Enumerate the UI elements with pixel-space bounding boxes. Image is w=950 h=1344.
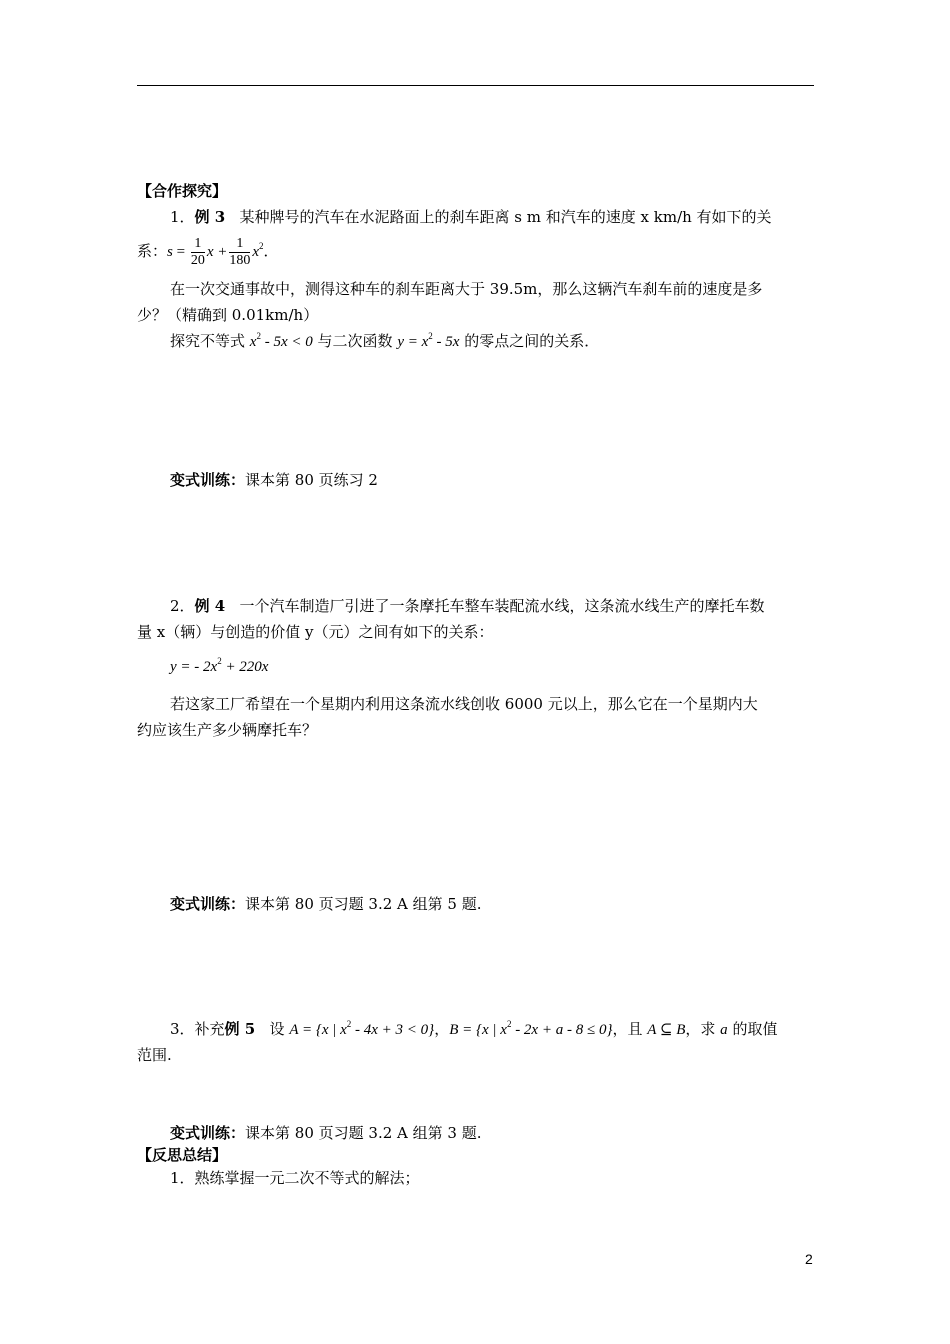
example-number: 1． <box>170 208 195 226</box>
example-3-formula-line: 系：s = $\frac{1}{20}$ x + $\frac{1}{180}$ $x^2$． <box>137 235 279 268</box>
example-label: 例 4 <box>194 597 226 615</box>
practice-text: 课本第 80 页练习 2 <box>245 471 378 489</box>
practice-3: 变式训练：课本第 80 页习题 3.2 A 组第 3 题. <box>170 1124 482 1142</box>
page-number: 2 <box>805 1251 813 1267</box>
example-3-line-4: 少？（精确到 0.01km/h） <box>137 306 319 324</box>
example-4-formula: y = - $2x^2 + 220x$ <box>170 656 269 675</box>
set-a: A = {x | $x^2 - 4x + 3 < 0$} <box>289 1019 435 1038</box>
fraction-1-180: $\frac{1}{180}$ <box>229 235 251 268</box>
example-3-line-1 <box>170 207 772 227</box>
example-label: 例 5 <box>224 1020 256 1038</box>
example-4-line-4: 约应该生产多少辆摩托车？ <box>137 721 318 739</box>
formula-mid: x + <box>206 244 228 260</box>
section-title-cooperate: 【合作探究】 <box>137 182 228 200</box>
set-b: B = {x | $x^2 - 2x + a - 8 \le 0$} <box>449 1019 613 1038</box>
example-3-line-3: 在一次交通事故中，测得这种车的刹车距离大于 39.5m，那么这辆汽车刹车前的速度是多 <box>170 280 763 298</box>
formula-end: ． <box>263 242 279 260</box>
practice-label: 变式训练： <box>170 471 246 489</box>
example-4-line-1: 2．例 4 一个汽车制造厂引进了一条摩托车整车装配流水线，这条流水线生产的摩托车数 <box>170 597 765 615</box>
example-5-line-2: 范围. <box>137 1046 172 1064</box>
example-3-line-5: 探究不等式 $x^2 - 5x < 0$ 与二次函数 $y = x^2 - 5x$ 的零点之间的关系． <box>170 331 600 350</box>
practice-2: 变式训练：课本第 80 页习题 3.2 A 组第 5 题. <box>170 895 482 913</box>
header-rule <box>137 85 814 86</box>
example-5-line-1: 3．补充例 5 设 A = {x | $x^2 - 4x + 3 < 0$}，B = {x | $x^2 - 2x + a - 8 \le 0$}，且 A ⊆ B，求 a 的取值 <box>170 1019 778 1038</box>
example-4-line-2: 量 x（辆）与创造的价值 y（元）之间有如下的关系： <box>137 623 494 641</box>
example-4-line-3: 若这家工厂希望在一个星期内利用这条流水线创收 6000 元以上，那么它在一个星期内大 <box>170 695 758 713</box>
example-text: 某种牌号的汽车在水泥路面上的刹车距离 s m 和汽车的速度 x km/h 有如下的关 <box>239 208 772 226</box>
reflect-item-1: 1．熟练掌握一元二次不等式的解法； <box>170 1169 420 1187</box>
fraction-1-20: $\frac{1}{20}$ <box>190 235 205 268</box>
example-label: 例 3 <box>194 208 226 226</box>
formula-prefix: 系： <box>137 242 168 260</box>
practice-1 <box>170 470 378 490</box>
formula-s: s <box>167 244 173 260</box>
section-title-reflect: 【反思总结】 <box>137 1146 228 1164</box>
formula-x: x <box>252 244 260 260</box>
